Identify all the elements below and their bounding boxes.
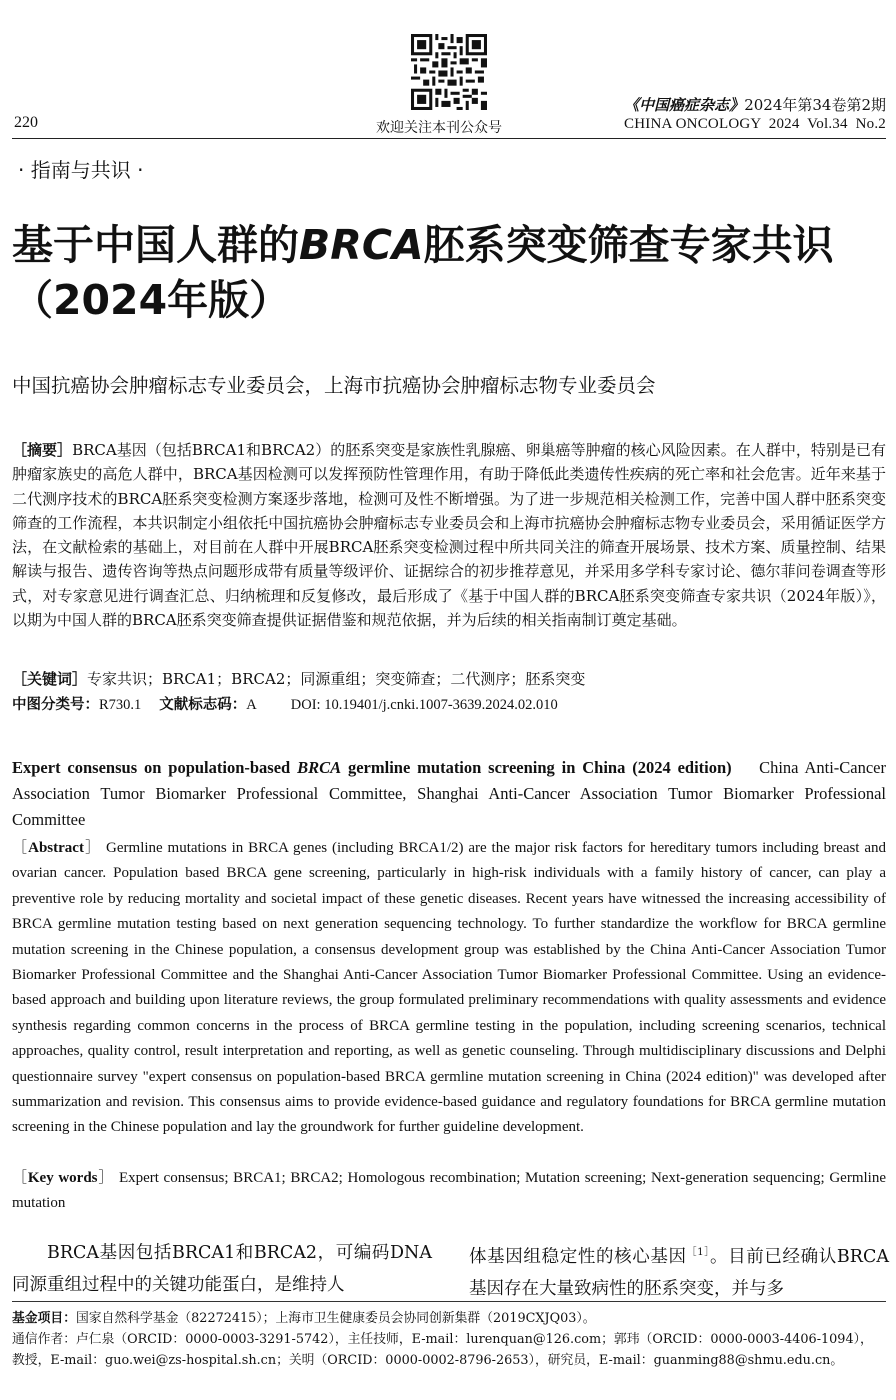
keywords-en-label: Key words (27, 1170, 98, 1186)
abstract-cn-s3: 为了进一步规范相关检测工作，完善中国人群中胚系突变筛查的工作流程，本共识制定小组依托中国抗癌协会肿瘤标志专业委员会和上海市抗癌协会肿瘤标志物专业委员会，采用循证医学方法，在文献检索的基础上，对目前在人群中开展BRCA胚系突变检测过程中所共同关注的筛查开展场景、技术方案、质量控制、结果解读与报告、遗传咨询等热点问题形成带有质量等级评价、证据综合的初步推荐意见，并采用多学科专家讨论、德尔菲问卷调查等形式，对专家意见进行调查汇总、归纳梳理和反复修改，最后形成了《基于中国人群的BRCA胚系突变筛查专家共识（2024年版）》，以期为中国人群的BRCA胚系突变筛查提供证据借鉴和规范依据，并为后续的相关指南制订奠定基础。 (12, 489, 886, 630)
keywords-cn-text: 专家共识；BRCA1；BRCA2；同源重组；突变筛查；二代测序；胚系突变 (87, 670, 586, 688)
qr-caption: 欢迎关注本刊公众号 (376, 120, 502, 136)
footnote-rule (12, 1301, 886, 1302)
funding-label: 基金项目： (12, 1311, 76, 1326)
title-en-gene: BRCA (297, 758, 342, 777)
qr-code-icon (411, 34, 487, 110)
abstract-en: ［Abstract］ Germline mutations in BRCA genes (including BRCA1/2) are the major risk factors for hereditary tumors including breast and ovarian cancer. Population based BRCA gene screening, particularly in high-risk individuals with a family history of cancer, can play a preventive role by reducing mortality and societal impact of these genetic diseases. Recent years have witnessed the increasing accessibility of BRCA germline mutation testing based on next generation sequencing technology. To further standardize the workflow for BRCA germline mutation screening in the Chinese population, a consensus development group was established by the China Anti-Cancer Association Tumor Biomarker Professional Committee and the Shanghai Anti-Cancer Association Tumor Biomarker Professional Committee. Using an evidence-based approach and building upon literature reviews, the group formulated preliminary recommendations with quality assessments and evidence synthesis regarding common concerns in the process of BRCA germline testing in the population, including screening scenarios, technical approaches, quality control, result interpretation and reporting, as well as genetic counseling. Through multidisciplinary discussions and Delphi questionnaire survey "expert consensus on population-based BRCA germline mutation screening in China (2024 edition)" was developed after summarization and revision. This consensus aims to provide evidence-based guidance and regulatory foundations for BRCA germline mutation screening in the Chinese population and lay the groundwork for further guideline development. (12, 840, 886, 1136)
corr-label: 通信作者： (12, 1332, 76, 1347)
clc-value: R730.1 (99, 697, 142, 713)
journal-en-line: CHINA ONCOLOGY 2024 Vol.34 No.2 (624, 116, 886, 132)
header-rule (12, 138, 886, 139)
doc-code-value: A (246, 697, 257, 713)
title-gene: BRCA (299, 221, 424, 269)
abstract-en-text: Germline mutations in BRCA genes (including BRCA1/2) are the major risk factors for hereditary tumors including breast and ovarian cancer. Population based BRCA gene screening, particularly in high-risk individuals with a family history of cancer, can play a preventive role by reducing mortality and societal impact of these genetic diseases. Recent years have witnessed the increasing accessibility of BRCA germline mutation testing based on next generation sequencing technology. To further standardize the workflow for BRCA germline mutation screening in the Chinese population, a consensus development group was established by the China Anti-Cancer Association Tumor Biomarker Professional Committee and the Shanghai Anti-Cancer Association Tumor Biomarker Professional Committee. Using an evidence-based approach and building upon literature reviews, the group formulated preliminary recommendations with quality assessments and evidence synthesis regarding common concerns in the process of BRCA germline testing in the population, including screening scenarios, technical approaches, quality control, result interpretation and reporting, as well as genetic counseling. Through multidisciplinary discussions and Delphi questionnaire survey "expert consensus on population-based BRCA germline mutation screening in China (2024 edition)" was developed after summarization and revision. This consensus aims to provide evidence-based guidance and regulatory foundations for BRCA germline mutation screening in the Chinese population and lay the groundwork for further guideline development. (12, 840, 886, 1136)
keywords-en: ［Key words］ Expert consensus; BRCA1; BRCA2; Homologous recombination; Mutation screening; Next-generation sequencing; Germline mutation (12, 1170, 886, 1211)
corr-text-1: 卢仁泉（ORCID：0000-0003-3291-5742），主任技师，E-mail：lurenquan@126.com；郭玮（ORCID：0000-0003-4406-1094）， (75, 1332, 873, 1347)
abstract-cn-s2: 近年来基于二代测序技术的BRCA胚系突变检测方案逐步落地，检测可及性不断增强。 (12, 465, 886, 508)
title-part1: 基于中国人群的 (12, 221, 299, 269)
authors-cn: 中国抗癌协会肿瘤标志专业委员会，上海市抗癌协会肿瘤标志物专业委员会 (12, 374, 656, 397)
doi: DOI: 10.19401/j.cnki.1007-3639.2024.02.010 (290, 697, 558, 713)
journal-cn-issue: 2024年第34卷第2期 (744, 96, 886, 114)
abstract-cn-s1: BRCA基因（包括BRCA1和BRCA2）的胚系突变是家族性乳腺癌、卵巢癌等肿瘤的核心风险因素。在人群中，特别是已有肿瘤家族史的高危人群中，BRCA基因检测可以发挥预防性管理作用，有助于降低此类遗传性疾病的死亡率和社会危害。 (12, 441, 886, 484)
journal-cn-line (624, 94, 886, 115)
title-en (12, 755, 886, 833)
keywords-en-text: Expert consensus; BRCA1; BRCA2; Homologous recombination; Mutation screening; Next-generation sequencing; Germline mutation (12, 1170, 886, 1211)
keywords-cn-label: ［关键词］ (12, 670, 88, 688)
funding-text: 国家自然科学基金（82272415）；上海市卫生健康委员会协同创新集群（2019CXJQ03）。 (75, 1311, 596, 1326)
body-column-left: BRCA基因包括BRCA1和BRCA2，可编码DNA同源重组过程中的关键功能蛋白，是维持人 (12, 1243, 432, 1295)
title-part2: 胚系突变筛查专家共识（2024年版） (12, 221, 834, 324)
classification-line (12, 693, 558, 714)
clc-label: 中图分类号： (12, 697, 99, 713)
title-en-b: germline mutation screening in China (2024 edition) (341, 758, 732, 777)
section-label: · 指南与共识 · (18, 158, 144, 182)
title-en-a: Expert consensus on population-based (12, 758, 298, 777)
corresponding-line-2: 教授，E-mail：guo.wei@zs-hospital.sh.cn；关明（ORCID：0000-0002-8796-2653），研究员，E-mail：guanming88@shmu.edu.cn。 (12, 1353, 844, 1368)
funding-line (12, 1308, 888, 1329)
body-column-right (469, 1237, 889, 1305)
journal-cn-name: 《中国癌症杂志》 (624, 96, 745, 114)
body-right-b: 。目前已经确认BRCA基因存在大量致病性的胚系突变，并与多 (469, 1246, 889, 1299)
citation-ref[interactable]: ［1］ (686, 1247, 710, 1258)
corresponding-line-1 (12, 1329, 888, 1350)
page-number: 220 (14, 114, 38, 131)
abstract-cn-label: ［摘要］ (12, 441, 73, 459)
keywords-cn (12, 668, 585, 690)
authors-en: China Anti-Cancer Association Tumor Biomarker Professional Committee, Shanghai Anti-Cancer Association Tumor Biomarker Professional Committee (12, 758, 887, 829)
abstract-cn (12, 438, 886, 632)
page-title (12, 218, 896, 328)
footnotes (12, 1308, 888, 1371)
body-right-a: 体基因组稳定性的核心基因 (469, 1246, 687, 1267)
doc-code-label: 文献标志码： (159, 697, 247, 713)
abstract-en-label: Abstract (28, 840, 84, 856)
